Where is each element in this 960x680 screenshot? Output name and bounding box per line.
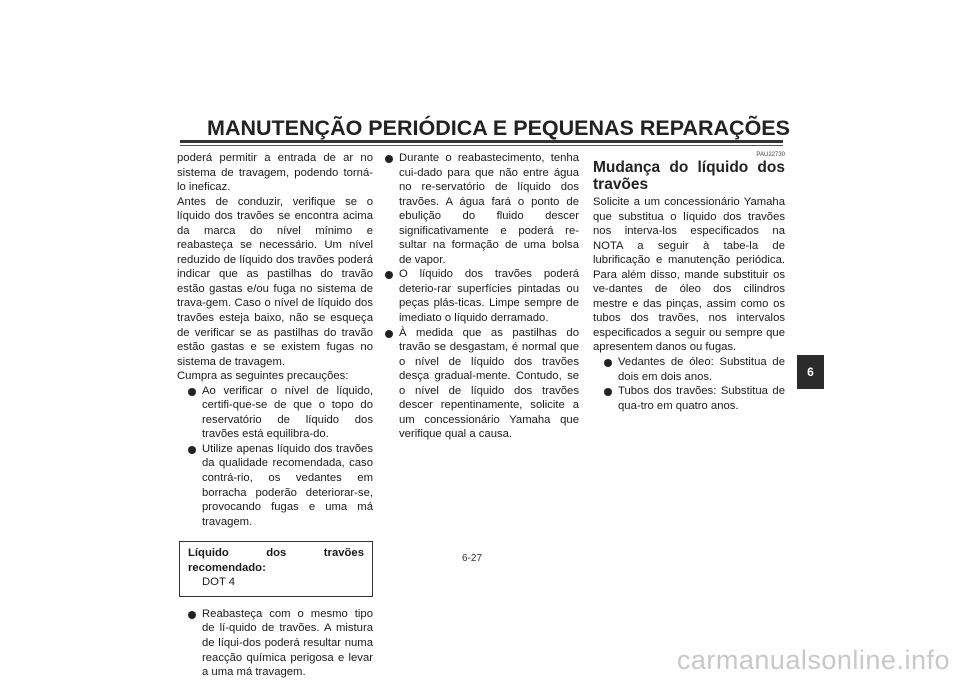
paragraph: Antes de conduzir, verifique se o líquido dos travões se encontra acima da marca do nível mínimo e reabasteça se necessário. Um nível reduzido de líquido dos travões poderá indicar que as pastilhas do travão estão gastas e/ou fuga no sistema de trava-gem. Caso o nível de líquido dos travões esteja baixo, não se esqueça de verificar se as pastilhas do travão estão gastas e se existem fugas no sistema de travagem. <box>177 195 373 368</box>
bullet-dot-icon <box>188 611 196 619</box>
bullet-item <box>385 151 579 267</box>
bullet-text: À medida que as pastilhas do travão se desgastam, é normal que o nível de líquido dos travões desça gradual-mente. Contudo, se o nível de líquido dos travões descer repentinamente, solicite a um concessionário Yamaha que verifique qual a causa. <box>399 326 579 441</box>
spec-label: Líquido dos travões recomendado: <box>188 547 364 574</box>
bullet-text: Tubos dos travões: Substitua de qua-tro em quatro anos. <box>618 385 785 412</box>
paragraph: poderá permitir a entrada de ar no sistema de travagem, podendo torná-lo ineficaz. <box>177 152 373 194</box>
page-header-title: MANUTENÇÃO PERIÓDICA E PEQUENAS REPARAÇÕES <box>207 116 790 140</box>
bullet-text: Utilize apenas líquido dos travões da qualidade recomendada, caso contrá-rio, os vedantes em borracha poderão deteriorar-se, provocando fugas e uma má travagem. <box>202 442 373 528</box>
bullet-dot-icon <box>385 155 393 163</box>
bullet-dot-icon <box>604 359 612 367</box>
column-left <box>177 151 373 680</box>
bullet-item <box>604 384 785 413</box>
bullet-dot-icon <box>188 446 196 454</box>
page-number: 6-27 <box>462 553 483 564</box>
bullet-text: Ao verificar o nível de líquido, certifi-que-se de que o topo do reservatório de líquido dos travões está equilibra-do. <box>202 384 373 441</box>
bullet-item <box>385 267 579 325</box>
spec-value: DOT 4 <box>202 576 236 589</box>
bullet-dot-icon <box>604 388 612 396</box>
section-heading: Mudança do líquido dos travões <box>593 159 785 193</box>
bullet-text: Vedantes de óleo: Substitua de dois em dois anos. <box>618 356 785 383</box>
bullet-text: O líquido dos travões poderá deterio-rar superfícies pintadas ou peças plás-ticas. Limpe sempre de imediato o líquido derramado. <box>399 268 579 325</box>
bullet-dot-icon <box>385 330 393 338</box>
header-rule-thin <box>180 145 783 146</box>
column-middle <box>385 151 579 442</box>
column-right <box>593 151 785 413</box>
bullet-item <box>188 442 373 529</box>
bullet-item <box>604 355 785 384</box>
paragraph: Cumpra as seguintes precauções: <box>177 370 349 383</box>
watermark: carmanualsonline.info <box>676 645 950 675</box>
bullet-item <box>188 607 373 680</box>
recommended-fluid-box <box>179 541 373 597</box>
bullet-item <box>188 384 373 442</box>
section-code: PAU22730 <box>756 152 785 158</box>
header-rule <box>180 140 783 143</box>
paragraph: Solicite a um concessionário Yamaha que substitua o líquido dos travões nos interva-los especificados na NOTA a seguir à tabe-la de lubrificação e manutenção periódica. Para além disso, mande substituir os ve-dantes de óleo dos cilindros mestre e das pinças, assim como os tubos dos travões, nos intervalos especificados a seguir ou sempre que apresentem danos ou fugas. <box>593 196 785 354</box>
bullet-text: Reabasteça com o mesmo tipo de lí-quido de travões. A mistura de líqui-dos poderá resultar numa reacção química perigosa e levar a uma má travagem. <box>202 607 373 679</box>
section-tab: 6 <box>797 355 824 389</box>
bullet-item <box>385 326 579 442</box>
bullet-text: Durante o reabastecimento, tenha cui-dado para que não entre água no re-servatório de líquido dos travões. A água fará o ponto de ebulição do fluido descer significativamente e poderá re-sultar na formação de uma bolsa de vapor. <box>399 152 579 266</box>
bullet-dot-icon <box>188 388 196 396</box>
bullet-dot-icon <box>385 271 393 279</box>
